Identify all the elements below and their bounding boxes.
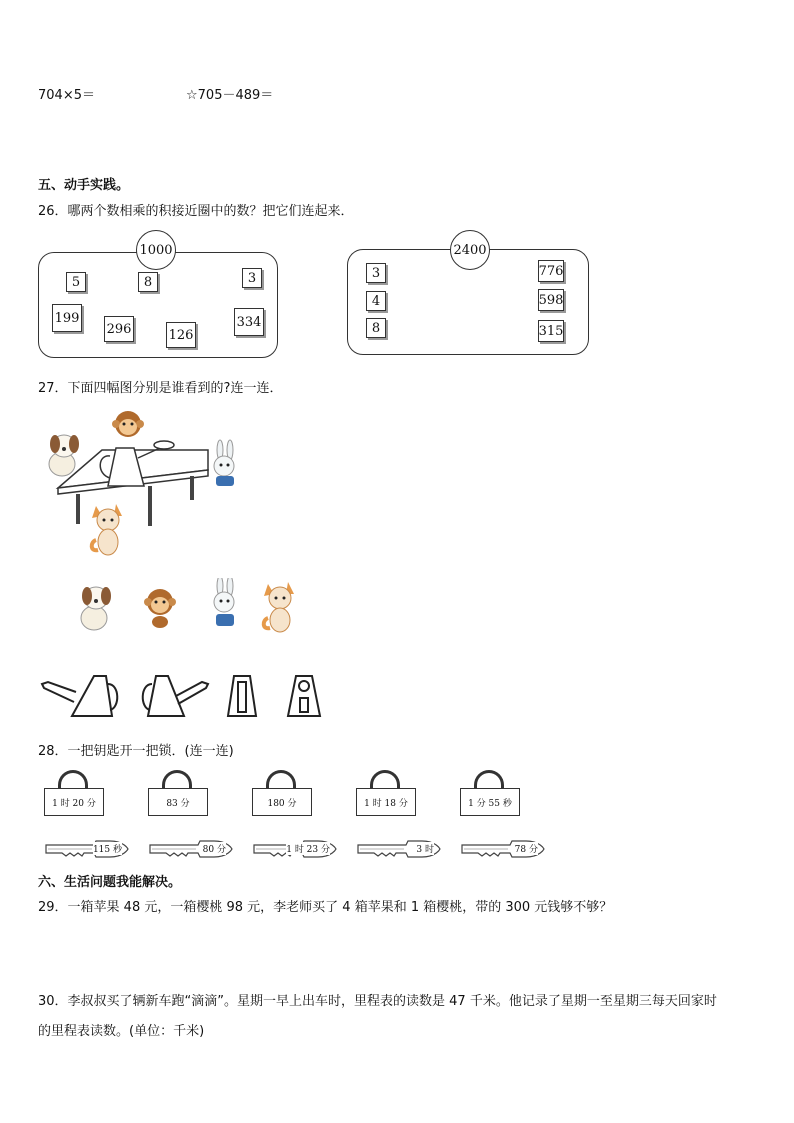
calc-expr-2: ☆705－489＝ xyxy=(186,88,274,103)
rabbit-icon xyxy=(214,440,234,486)
key-2[interactable] xyxy=(148,836,234,862)
q29-text: 29．一箱苹果 48 元，一箱樱桃 98 元，李老师买了 4 箱苹果和 1 箱樱桃，带的 300 元钱够不够？ xyxy=(38,900,613,915)
number-box[interactable]: 3 xyxy=(242,268,262,288)
number-box[interactable]: 126 xyxy=(166,322,196,348)
lock-5[interactable] xyxy=(460,770,520,816)
section-5-title: 五、动手实践。 xyxy=(38,178,130,193)
key-label: 78 分 xyxy=(515,842,538,855)
cat-icon xyxy=(92,504,122,555)
calc-expr-1: 704×5＝ xyxy=(38,88,95,103)
kettle-back-view-icon xyxy=(228,676,256,716)
key-3[interactable] xyxy=(252,836,338,862)
key-label: 1 时 23 分 xyxy=(286,842,330,855)
number-box[interactable]: 5 xyxy=(66,272,86,292)
lock-label: 180 分 xyxy=(252,788,312,816)
lock-1[interactable] xyxy=(44,770,104,816)
cat-icon xyxy=(264,582,294,632)
key-4[interactable] xyxy=(356,836,442,862)
lock-2[interactable] xyxy=(148,770,208,816)
number-box[interactable]: 776 xyxy=(538,260,564,282)
key-label: 80 分 xyxy=(203,842,226,855)
key-label: 115 秒 xyxy=(93,842,122,855)
key-1[interactable] xyxy=(44,836,130,862)
q27-kettle-views xyxy=(40,672,340,722)
lock-4[interactable] xyxy=(356,770,416,816)
number-box[interactable]: 199 xyxy=(52,304,82,332)
kettle-side-view-left-icon xyxy=(42,676,117,716)
kettle-front-view-icon xyxy=(288,676,320,716)
number-box[interactable]: 8 xyxy=(138,272,158,292)
q30-text-line-1: 30．李叔叔买了辆新车跑“滴滴”。星期一早上出车时，里程表的读数是 47 千米。他记录了星期一至星期三每天回家时 xyxy=(38,994,717,1009)
q30-text-line-2: 的里程表读数。(单位：千米) xyxy=(38,1024,205,1039)
lock-label: 83 分 xyxy=(148,788,208,816)
dog-icon xyxy=(81,587,111,630)
key-label: 3 时 xyxy=(416,842,434,855)
q26-right-circle: 2400 xyxy=(450,230,490,270)
q27-text: 27．下面四幅图分别是谁看到的?连一连． xyxy=(38,381,283,396)
rabbit-icon xyxy=(214,578,234,626)
number-box[interactable]: 4 xyxy=(366,291,386,311)
section-6-title: 六、生活问题我能解决。 xyxy=(38,875,182,890)
kettle-side-view-right-icon xyxy=(143,676,208,716)
number-box[interactable]: 315 xyxy=(538,320,564,342)
dog-icon xyxy=(49,435,79,476)
lock-label: 1 分 55 秒 xyxy=(460,788,520,816)
monkey-icon xyxy=(144,589,176,628)
lock-label: 1 时 18 分 xyxy=(356,788,416,816)
number-box[interactable]: 296 xyxy=(104,316,134,342)
number-box[interactable]: 598 xyxy=(538,289,564,311)
q27-scene xyxy=(40,408,260,558)
lock-3[interactable] xyxy=(252,770,312,816)
number-box[interactable]: 334 xyxy=(234,308,264,336)
number-box[interactable]: 8 xyxy=(366,318,386,338)
q27-animal-row xyxy=(70,578,310,638)
q26-text: 26．哪两个数相乘的积接近圈中的数？把它们连起来． xyxy=(38,204,354,219)
q28-text: 28．一把钥匙开一把锁．(连一连) xyxy=(38,744,234,759)
number-box[interactable]: 3 xyxy=(366,263,386,283)
q26-left-circle: 1000 xyxy=(136,230,176,270)
lock-label: 1 时 20 分 xyxy=(44,788,104,816)
key-5[interactable] xyxy=(460,836,546,862)
monkey-icon xyxy=(112,411,144,437)
